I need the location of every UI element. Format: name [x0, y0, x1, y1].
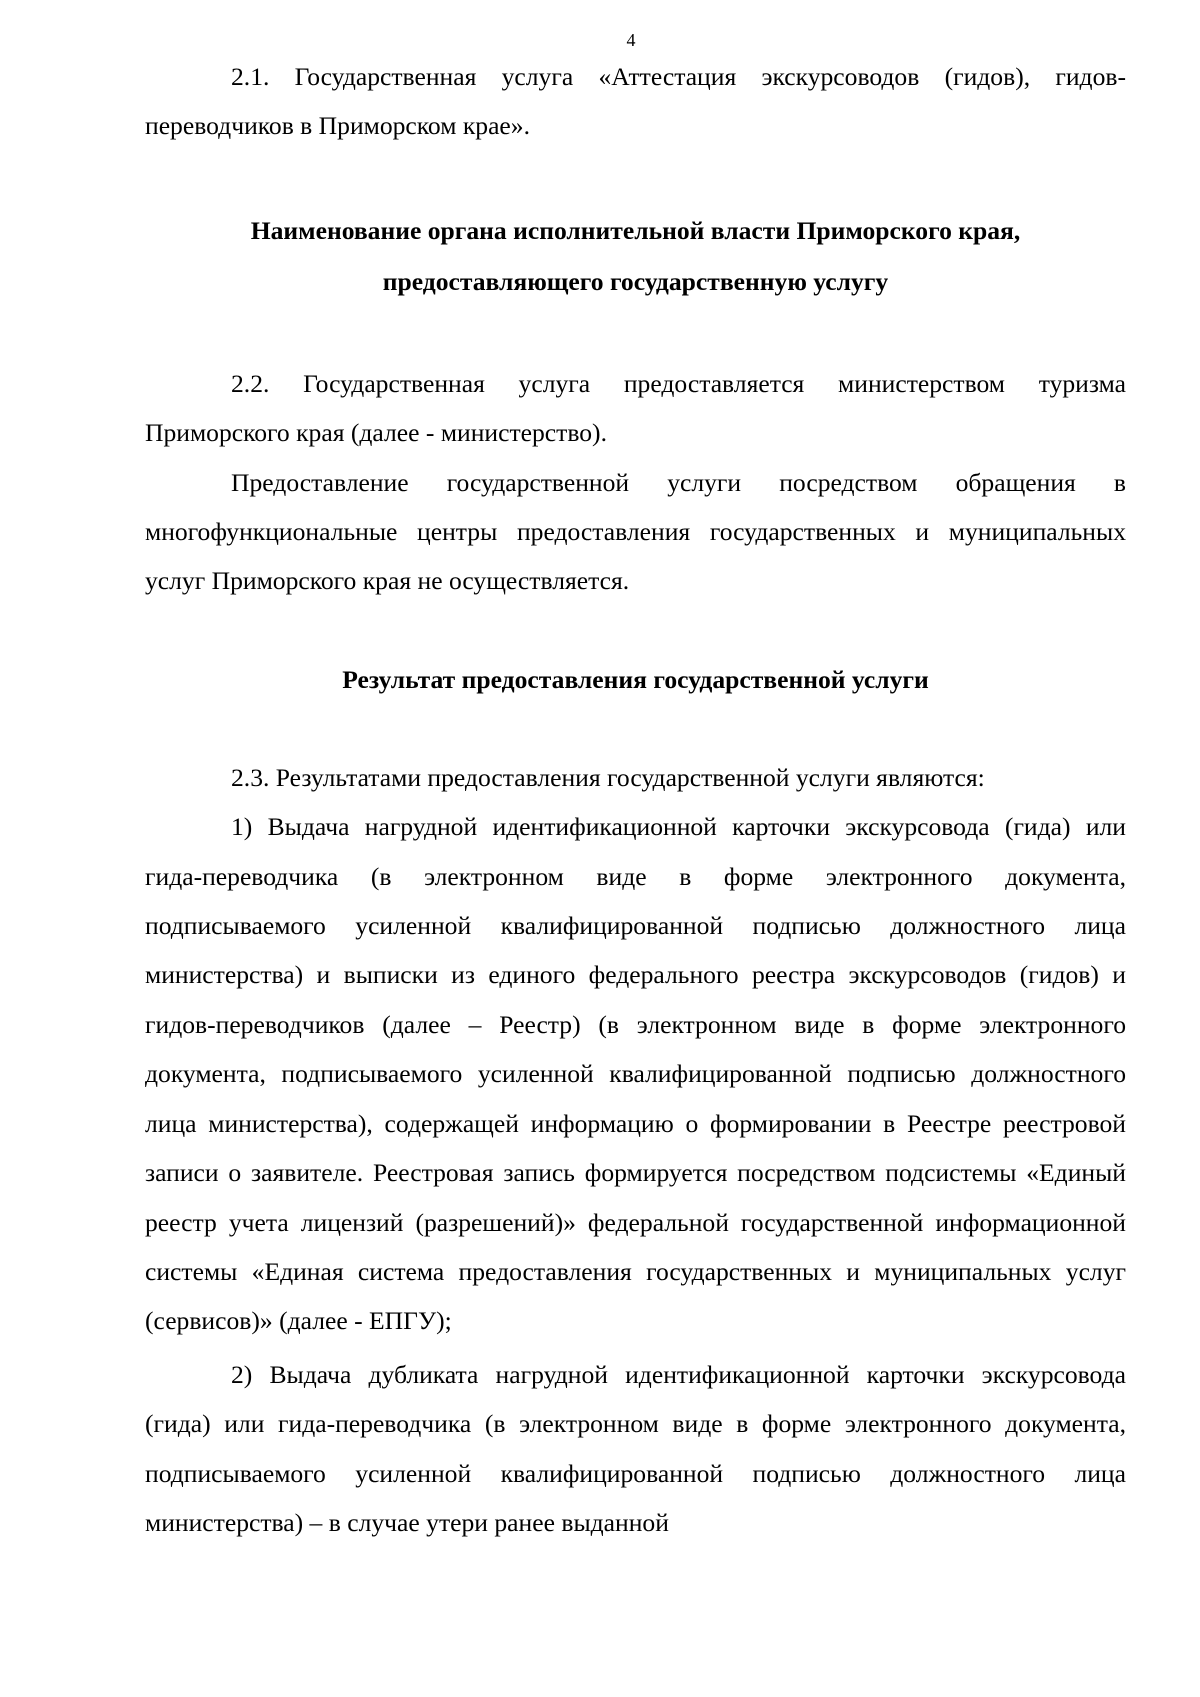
paragraph-2-3: 2.3. Результатами предоставления государственной услуги являются: [231, 762, 985, 792]
list-item-2: 2) Выдача дубликата нагрудной идентификационной карточки экскурсовода (гида) или гида-переводчика (в электронном виде в форме электронного документа, подписываемого усиленной квалифицированной подписью должностного лица министерства) – в случае утери ранее выданной [145, 1359, 1126, 1537]
section-heading-authority: Наименование органа исполнительной власти Приморского края, предоставляющего государственную услугу [250, 215, 1021, 296]
document-body [145, 52, 1126, 1547]
page-number: 4 [626, 30, 636, 50]
paragraph-2-2: 2.2. Государственная услуга предоставляется министерством туризма Приморского края (далее - министерство). [145, 368, 1126, 448]
list-item-1: 1) Выдача нагрудной идентификационной карточки экскурсовода (гида) или гида-переводчика (в электронном виде в форме электронного документа, подписываемого усиленной квалифицированной подписью должностного лица министерства) и выписки из единого федерального реестра экскурсоводов (гидов) и гидов-переводчиков (далее – Реестр) (в электронном виде в форме электронного документа, подписываемого усиленной квалифицированной подписью должностного лица министерства), содержащей информацию о формировании в Реестре реестровой записи о заявителе. Реестровая запись формируется посредством подсистемы «Единый реестр учета лицензий (разрешений)» федеральной государственной информационной системы «Единая система предоставления государственных и муниципальных услуг (сервисов)» (далее - ЕПГУ); [145, 812, 1126, 1336]
section-heading-result: Результат предоставления государственной услуги [342, 664, 929, 694]
paragraph-mfc: Предоставление государственной услуги посредством обращения в многофункциональные центры предоставления государственных и муниципальных услуг Приморского края не осуществляется. [145, 467, 1126, 596]
paragraph-2-1: 2.1. Государственная услуга «Аттестация экскурсоводов (гидов), гидов-переводчиков в Приморском крае». [145, 62, 1126, 141]
